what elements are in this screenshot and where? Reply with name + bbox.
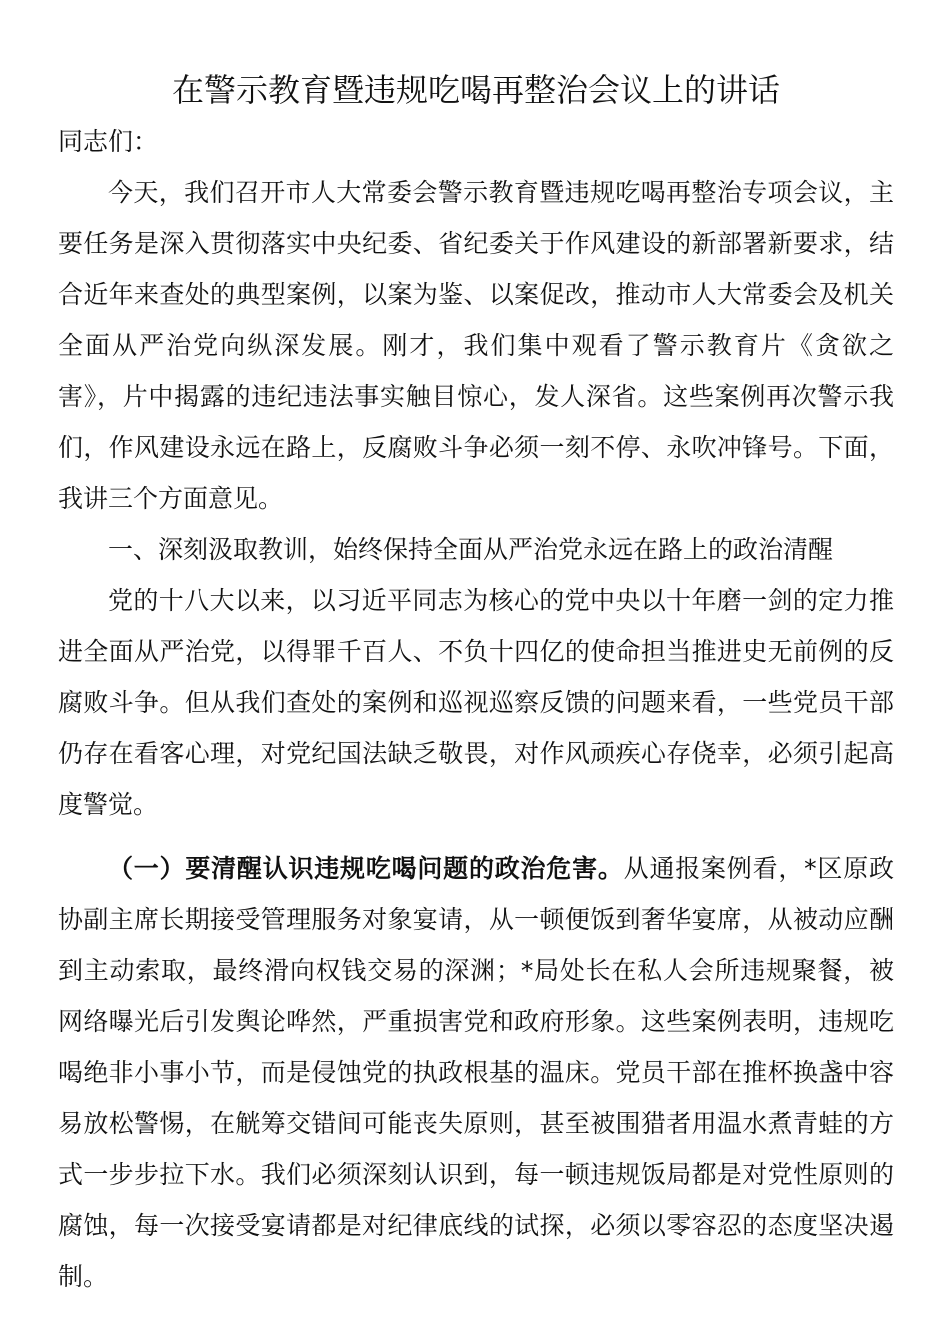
subsection-1-body: 从通报案例看，*区原政协副主席长期接受管理服务对象宴请，从一顿便饭到奢华宴席，从被动应酬到主动索取，最终滑向权钱交易的深渊；*局处长在私人会所违规聚餐，被网络曝光后引发舆论哗然，严重损害党和政府形象。这些案例表明，违规吃喝绝非小事小节，而是侵蚀党的执政根基的温床。党员干部在推杯换盏中容易放松警惕，在觥筹交错间可能丧失原则，甚至被围猎者用温水煮青蛙的方式一步步拉下水。我们必须深刻认识到，每一顿违规饭局都是对党性原则的腐蚀，每一次接受宴请都是对纪律底线的试探，必须以零容忍的态度坚决遏制。 — [58, 854, 894, 1291]
document-page — [58, 64, 894, 1302]
section-1-paragraph: 党的十八大以来，以习近平同志为核心的党中央以十年磨一剑的定力推进全面从严治党，以得罪千百人、不负十四亿的使命担当推进史无前例的反腐败斗争。但从我们查处的案例和巡视巡察反馈的问题来看，一些党员干部仍存在看客心理，对党纪国法缺乏敬畏，对作风顽疾心存侥幸，必须引起高度警觉。 — [58, 586, 894, 819]
section-1-heading: 一、深刻汲取教训，始终保持全面从严治党永远在路上的政治清醒 — [108, 535, 834, 564]
subsection-1-paragraph — [58, 843, 894, 1302]
intro-paragraph: 今天，我们召开市人大常委会警示教育暨违规吃喝再整治专项会议，主要任务是深入贯彻落实中央纪委、省纪委关于作风建设的新部署新要求，结合近年来查处的典型案例，以案为鉴、以案促改，推动市人大常委会及机关全面从严治党向纵深发展。刚才，我们集中观看了警示教育片《贪欲之害》，片中揭露的违纪违法事实触目惊心，发人深省。这些案例再次警示我们，作风建设永远在路上，反腐败斗争必须一刻不停、永吹冲锋号。下面，我讲三个方面意见。 — [58, 178, 894, 513]
paragraph-spacer — [58, 830, 894, 843]
document-title: 在警示教育暨违规吃喝再整治会议上的讲话 — [171, 71, 780, 109]
subsection-1-lead: （一）要清醒认识违规吃喝问题的政治危害。 — [108, 854, 624, 883]
salutation: 同志们： — [58, 127, 159, 156]
